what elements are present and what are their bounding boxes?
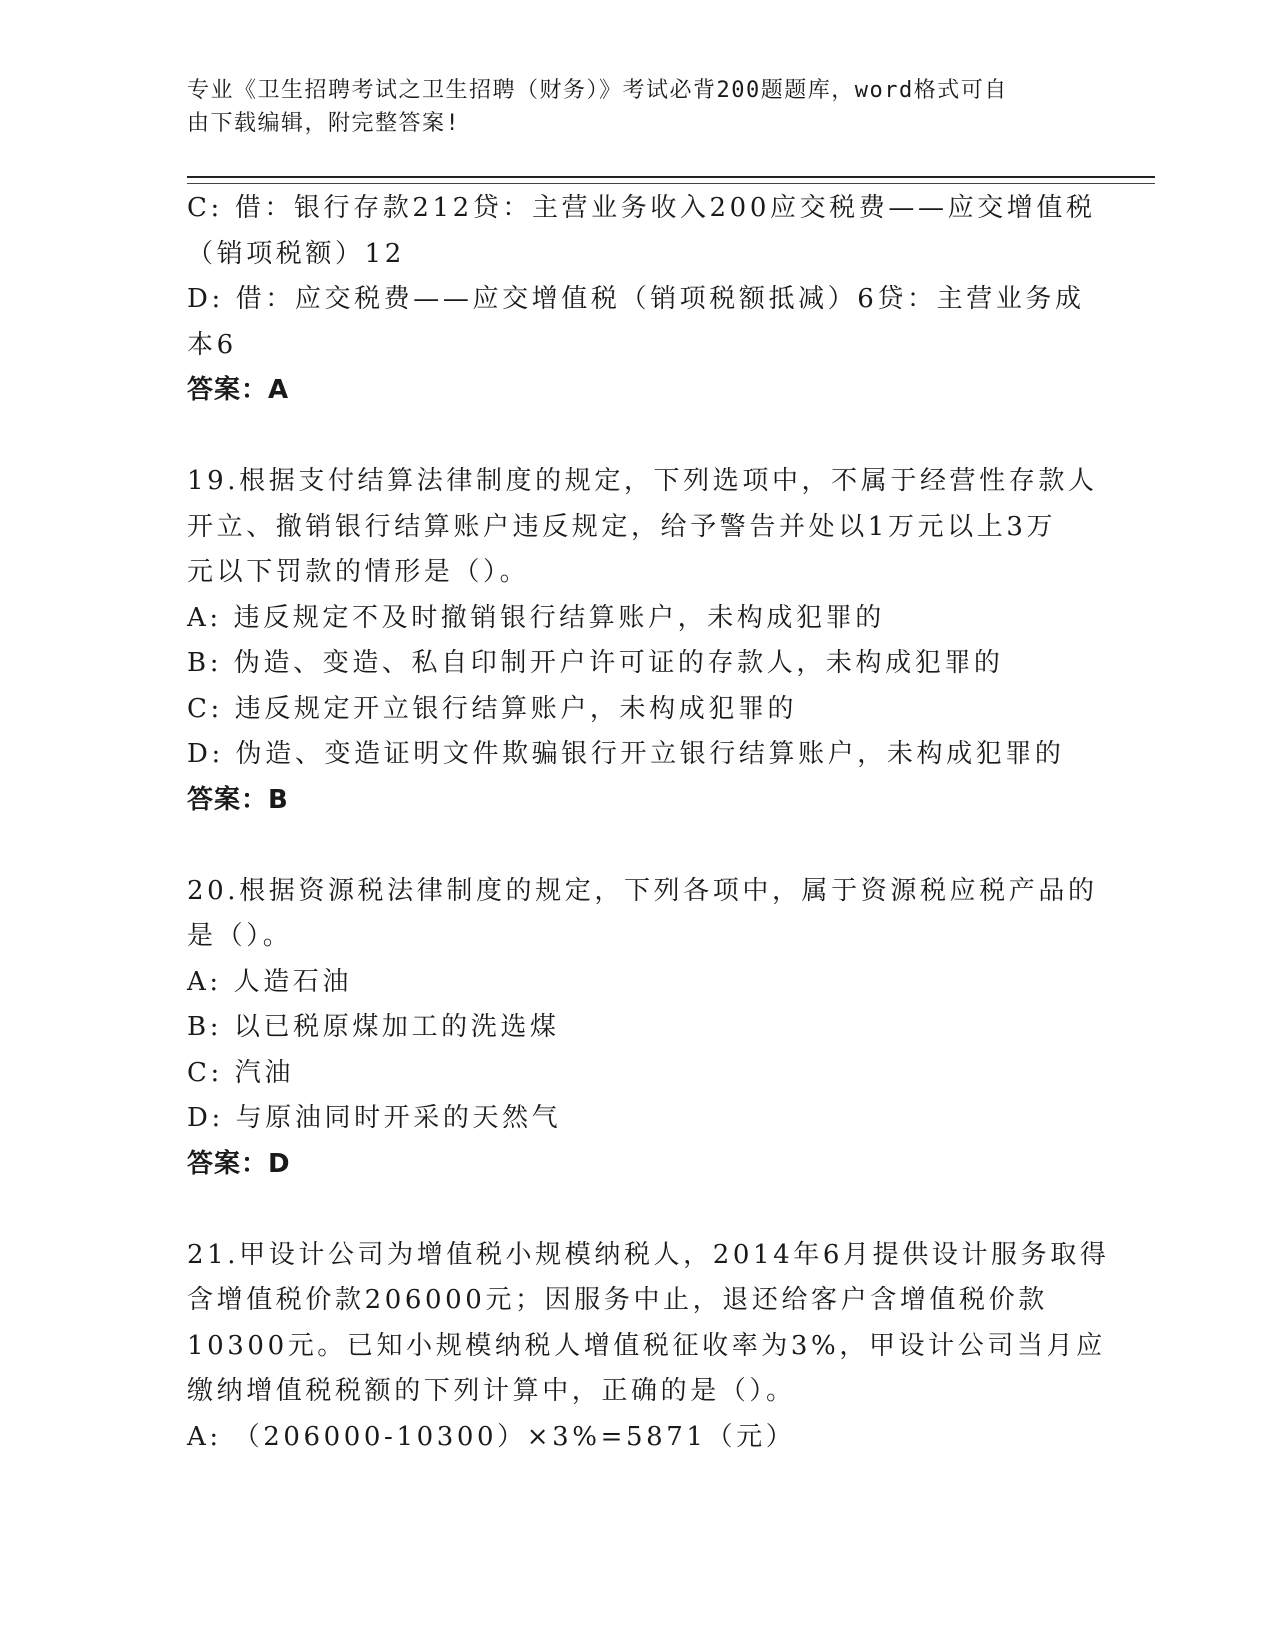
answer-label: 答案： xyxy=(187,1148,269,1179)
question-stem-line-3: 10300元。已知小规模纳税人增值税征收率为3%，甲设计公司当月应 xyxy=(187,1330,1106,1361)
option-b: B: 伪造、变造、私自印制开户许可证的存款人，未构成犯罪的 xyxy=(187,648,1004,678)
option-d-line-2: 本6 xyxy=(187,329,237,360)
question-19 xyxy=(187,459,1098,823)
option-a: A: 人造石油 xyxy=(187,966,353,997)
answer-value: D xyxy=(268,1148,291,1179)
answer-label: 答案： xyxy=(187,784,269,815)
question-21 xyxy=(187,1233,1110,1461)
spacer xyxy=(187,823,1087,869)
question-stem-line-1: 21.甲设计公司为增值税小规模纳税人，2014年6月提供设计服务取得 xyxy=(187,1239,1110,1270)
question-stem-line-1: 19.根据支付结算法律制度的规定，下列选项中，不属于经营性存款人 xyxy=(187,466,1098,496)
question-20 xyxy=(187,869,1098,1188)
question-stem-line-2: 开立、撤销银行结算账户违反规定，给予警告并处以1万元以上3万 xyxy=(187,511,1057,542)
spacer xyxy=(187,414,1087,460)
question-stem-line-2: 含增值税价款206000元；因服务中止，退还给客户含增值税价款 xyxy=(187,1285,1048,1315)
option-b: B: 以已税原煤加工的洗选煤 xyxy=(187,1012,560,1042)
option-c-line-2: （销项税额）12 xyxy=(187,238,405,269)
question-stem-line-2: 是（）。 xyxy=(187,921,293,951)
option-a: A: 违反规定不及时撤销银行结算账户，未构成犯罪的 xyxy=(187,602,885,633)
question-stem-line-4: 缴纳增值税税额的下列计算中，正确的是（）。 xyxy=(187,1376,796,1406)
document-header xyxy=(187,74,1067,140)
option-d: D: 与原油同时开采的天然气 xyxy=(187,1103,562,1133)
option-c: C: 违反规定开立银行结算账户，未构成犯罪的 xyxy=(187,693,798,724)
answer-label: 答案： xyxy=(187,375,269,405)
question-content xyxy=(187,186,1110,1460)
header-divider-thick xyxy=(187,176,1155,178)
answer-value: A xyxy=(268,375,290,405)
question-stem-line-1: 20.根据资源税法律制度的规定，下列各项中，属于资源税应税产品的 xyxy=(187,875,1098,906)
header-divider-thin xyxy=(187,183,1155,184)
question-stem-line-3: 元以下罚款的情形是（）。 xyxy=(187,557,530,587)
option-d-line-1: D: 借：应交税费——应交增值税（销项税额抵减）6贷：主营业务成 xyxy=(187,284,1085,314)
answer-value: B xyxy=(268,784,289,815)
answer xyxy=(187,1142,1087,1188)
header-line-2: 由下载编辑，附完整答案! xyxy=(187,111,461,136)
option-a: A: （206000-10300）×3%=5871（元） xyxy=(187,1421,796,1452)
answer xyxy=(187,368,1087,414)
answer xyxy=(187,778,1087,824)
option-d: D: 伪造、变造证明文件欺骗银行开立银行结算账户，未构成犯罪的 xyxy=(187,739,1065,769)
question-18 xyxy=(187,186,1096,414)
option-c: C: 汽油 xyxy=(187,1057,294,1088)
header-line-1: 专业《卫生招聘考试之卫生招聘（财务）》考试必背200题题库，word格式可自 xyxy=(187,78,1008,103)
spacer xyxy=(187,1187,1087,1233)
option-c-line-1: C: 借：银行存款212贷：主营业务收入200应交税费——应交增值税 xyxy=(187,193,1096,223)
